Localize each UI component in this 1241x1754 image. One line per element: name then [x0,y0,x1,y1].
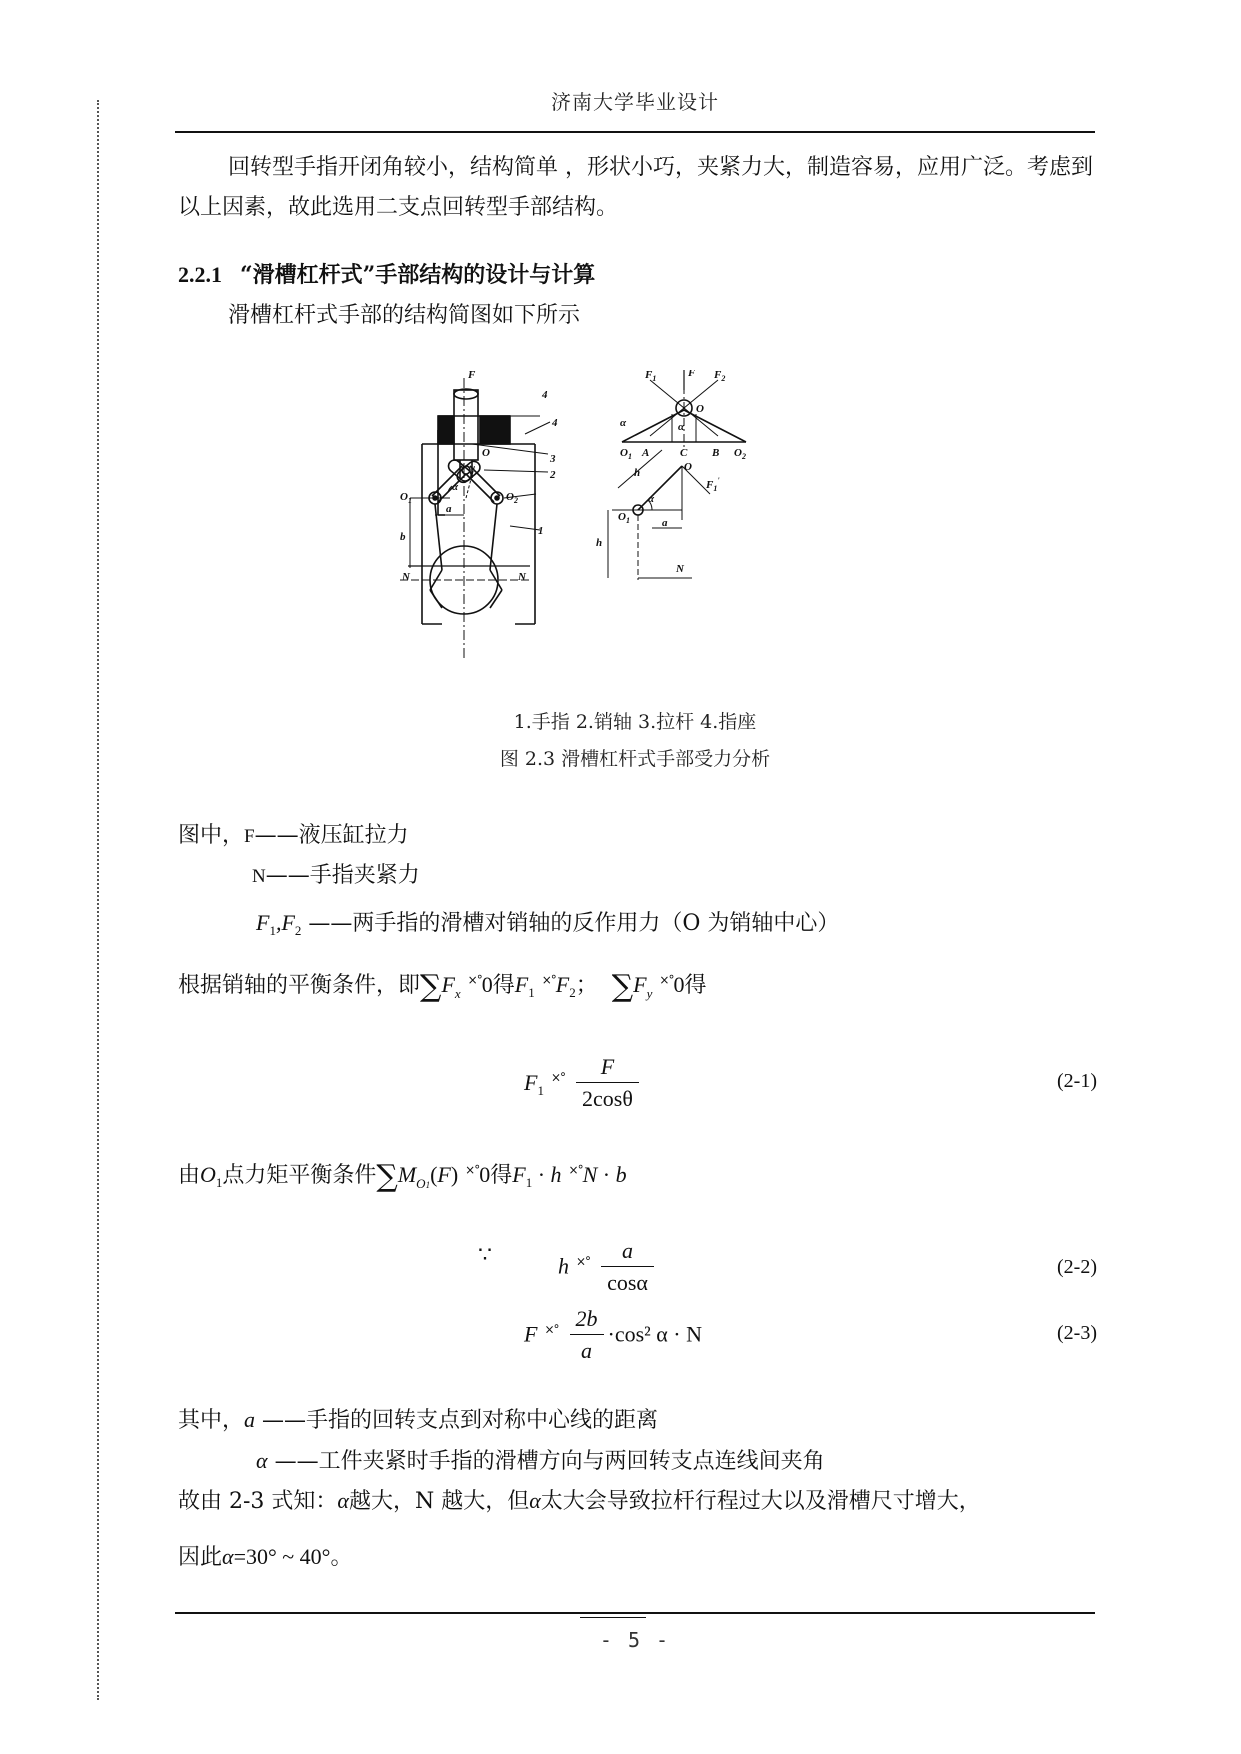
definition-N: N——手指夹紧力 [252,863,420,888]
equation-2-2: h ×° $\frac{a}{\cos\alpha}$ [558,1236,658,1299]
label-4: 4 [542,389,548,401]
label-O2: $O_2$ [506,491,518,505]
balance-condition: 根据销轴的平衡条件，即$\sum F_x$ ×°0得$F_1$ $^{\times^\circ}F_2$； $\sum F_y$ ×°0得 [178,969,707,1004]
svg-text:F2: $F_2$ [714,370,726,383]
label-h: h [634,467,641,479]
equation-2-1-number: (2-1) [1057,1070,1097,1092]
alpha-range-line: 因此α=30° ~ 40°。 [178,1544,353,1570]
svg-text:O1: $O_1$ [618,511,630,525]
label-a: a [446,503,452,515]
label-O-tri: O [696,403,704,415]
label-F-top: F [688,370,696,379]
label-F: F [468,370,476,381]
footer-rule-short [580,1617,646,1618]
label-N-left: N [402,571,410,583]
figure-intro: 滑槽杠杆式手部的结构简图如下所示 [228,303,581,328]
svg-text:O2: $O_2$ [734,447,746,461]
conclusion-line: 故由 2-3 式知：α越大，N 越大，但α太大会导致拉杆行程过大以及滑槽尺寸增大， [178,1488,981,1514]
label-alpha-moment: α [648,493,655,505]
label-O2-sub: 2 [513,496,518,505]
because-symbol: ∵ [478,1243,492,1268]
definition-F1-F2: $F_1,F_2$ ——两手指的滑槽对销轴的反作用力（O 为销轴中心） [256,910,840,938]
label-alpha-tri: α [620,417,627,429]
label-F2-sub: 2 [721,374,726,383]
label-A: A [642,447,650,459]
page-number: - 5 - [599,1628,671,1652]
svg-text:F1': $F_1'$ [706,476,720,493]
note-alpha: α ——工件夹紧时手指的滑槽方向与两回转支点连线间夹角 [256,1448,825,1474]
intro-paragraph: 回转型手指开闭角较小，结构简单 ，形状小巧，夹紧力大，制造容易，应用广泛。考虑到以上因素，故此选用二支点回转型手部结构。 [178,155,1093,220]
label-N-right: N [518,571,526,583]
label-O1-sub: 1 [407,496,412,505]
binding-margin-line [97,100,99,1700]
label-O-moment: O [684,461,692,473]
equation-2-3-number: (2-3) [1057,1322,1097,1344]
equation-2-3: F ×° $\frac{2b}{a}$ ·cos² α · N [524,1306,703,1363]
label-F1p-sup: ' [717,476,720,485]
gripper-figure [400,370,870,690]
section-heading [178,258,595,289]
section-title: “滑槽杠杆式”手部结构的设计与计算 [240,262,596,288]
label-F1-sub: 1 [652,374,657,383]
figure-title: 图 2.3 滑槽杠杆式手部受力分析 [499,748,771,770]
moment-balance: 由$O_1$点力矩平衡条件$\sum M_{O1}(F)$ ×°0得$F_1 \cdot h$ ×°N · b [178,1159,627,1194]
label-O1: $O_1$ [400,491,412,505]
definition-F: 图中，F——液压缸拉力 [178,823,409,848]
label-B: B [712,447,720,459]
label-h-vert: h [596,537,603,549]
figure-parts-caption: 1.手指 2.销轴 3.拉杆 4.指座 [513,711,757,733]
label-N-moment: N [676,563,684,575]
page-header: 济南大学毕业设计 [551,90,719,114]
svg-text:F1: $F_1$ [645,370,657,383]
label-O: O [482,447,490,459]
label-C: C [680,447,688,459]
label-a-moment: a [662,517,668,529]
section-number: 2.2.1 [178,262,222,287]
label-alpha: α [452,481,459,493]
label-b: b [400,531,406,543]
svg-text:O1: $O_1$ [620,447,632,461]
equation-2-2-number: (2-2) [1057,1256,1097,1278]
label-4b: 4 [552,417,558,429]
label-3: 3 [550,453,556,465]
equation-2-1: $F_1$ ×° $\frac{F}{2\cos\theta}$ [524,1052,643,1115]
note-a: 其中，a ——手指的回转支点到对称中心线的距离 [178,1407,659,1433]
label-F1p-sub: 1 [713,484,718,493]
label-1: 1 [538,525,544,537]
header-rule [175,131,1095,133]
label-2: 2 [550,469,556,481]
label-alpha-mid: α [678,421,685,433]
footer-rule [175,1612,1095,1614]
